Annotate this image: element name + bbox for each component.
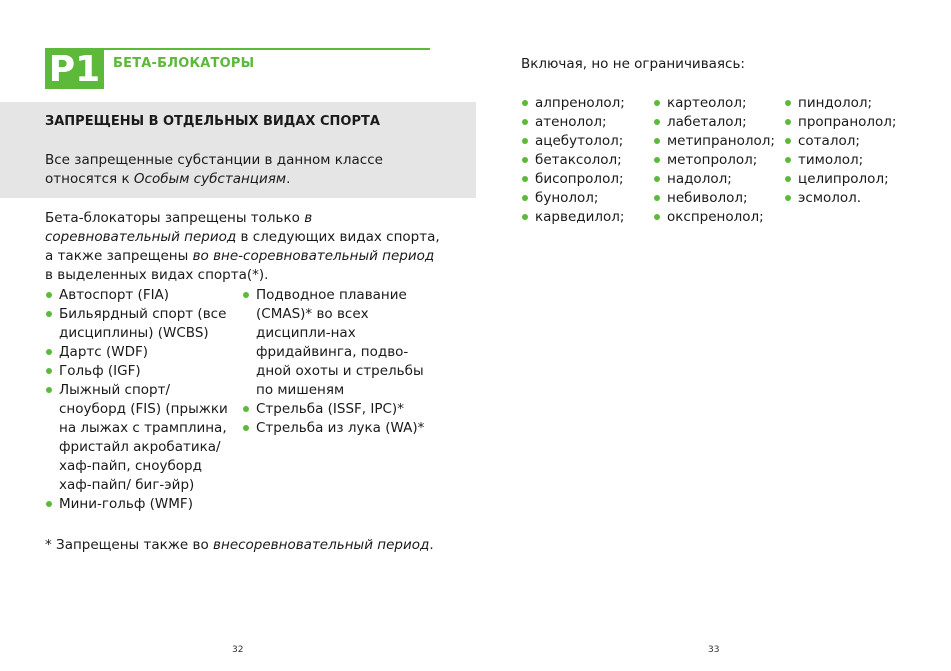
list-item: Подводное плавание (CMAS)* во всех дисципли-нах фридайвинга, подво-дной охоты и стрельбы по мишеням bbox=[242, 286, 432, 400]
intro-paragraph: Бета-блокаторы запрещены только в соревновательный период в следующих видах спорта, а также запрещены во вне-соревновательный период в выделенных видах спорта(*). bbox=[45, 210, 440, 283]
list-item: тимолол; bbox=[784, 151, 924, 170]
list-item: надолол; bbox=[653, 170, 778, 189]
list-item: Бильярдный спорт (все дисциплины) (WCBS) bbox=[45, 305, 235, 343]
page-number-left: 32 bbox=[232, 645, 244, 655]
drug-list-col1 bbox=[521, 94, 646, 227]
list-item: метипранолол; bbox=[653, 132, 778, 151]
list-item: ацебутолол; bbox=[521, 132, 646, 151]
page-number-right: 33 bbox=[708, 645, 720, 655]
drug-list-col2 bbox=[653, 94, 778, 227]
sports-list-col2 bbox=[242, 286, 432, 438]
list-item: Гольф (IGF) bbox=[45, 362, 235, 381]
section-title: БЕТА-БЛОКАТОРЫ bbox=[113, 56, 255, 71]
list-item: небиволол; bbox=[653, 189, 778, 208]
restriction-text: Все запрещенные субстанции в данном классе относятся к Особым субстанциям. bbox=[45, 152, 383, 187]
restriction-heading: ЗАПРЕЩЕНЫ В ОТДЕЛЬНЫХ ВИДАХ СПОРТА bbox=[45, 114, 380, 129]
list-item: атенолол; bbox=[521, 113, 646, 132]
list-item: карведилол; bbox=[521, 208, 646, 227]
list-item: метопролол; bbox=[653, 151, 778, 170]
list-item: алпренолол; bbox=[521, 94, 646, 113]
list-item: картеолол; bbox=[653, 94, 778, 113]
list-item: бисопролол; bbox=[521, 170, 646, 189]
list-item: Автоспорт (FIA) bbox=[45, 286, 235, 305]
list-item: бетаксолол; bbox=[521, 151, 646, 170]
list-item: Стрельба из лука (WA)* bbox=[242, 419, 432, 438]
list-item: пиндолол; bbox=[784, 94, 924, 113]
footnote: * Запрещены также во внесоревновательный период. bbox=[45, 537, 434, 553]
including-heading: Включая, но не ограничиваясь: bbox=[521, 56, 745, 72]
list-item: бунолол; bbox=[521, 189, 646, 208]
list-item: эсмолол. bbox=[784, 189, 924, 208]
sports-list-col1 bbox=[45, 286, 235, 514]
list-item: Мини-гольф (WMF) bbox=[45, 495, 235, 514]
drug-list-col3 bbox=[784, 94, 924, 208]
list-item: Стрельба (ISSF, IPC)* bbox=[242, 400, 432, 419]
list-item: соталол; bbox=[784, 132, 924, 151]
list-item: Лыжный спорт/сноуборд (FIS) (прыжки на лыжах с трамплина, фристайл акробатика/хаф-пайп, сноуборд хаф-пайп/ биг-эйр) bbox=[45, 381, 235, 495]
class-badge: P1 bbox=[45, 50, 104, 89]
list-item: целипролол; bbox=[784, 170, 924, 189]
list-item: пропранолол; bbox=[784, 113, 924, 132]
list-item: лабеталол; bbox=[653, 113, 778, 132]
list-item: окспренолол; bbox=[653, 208, 778, 227]
list-item: Дартс (WDF) bbox=[45, 343, 235, 362]
